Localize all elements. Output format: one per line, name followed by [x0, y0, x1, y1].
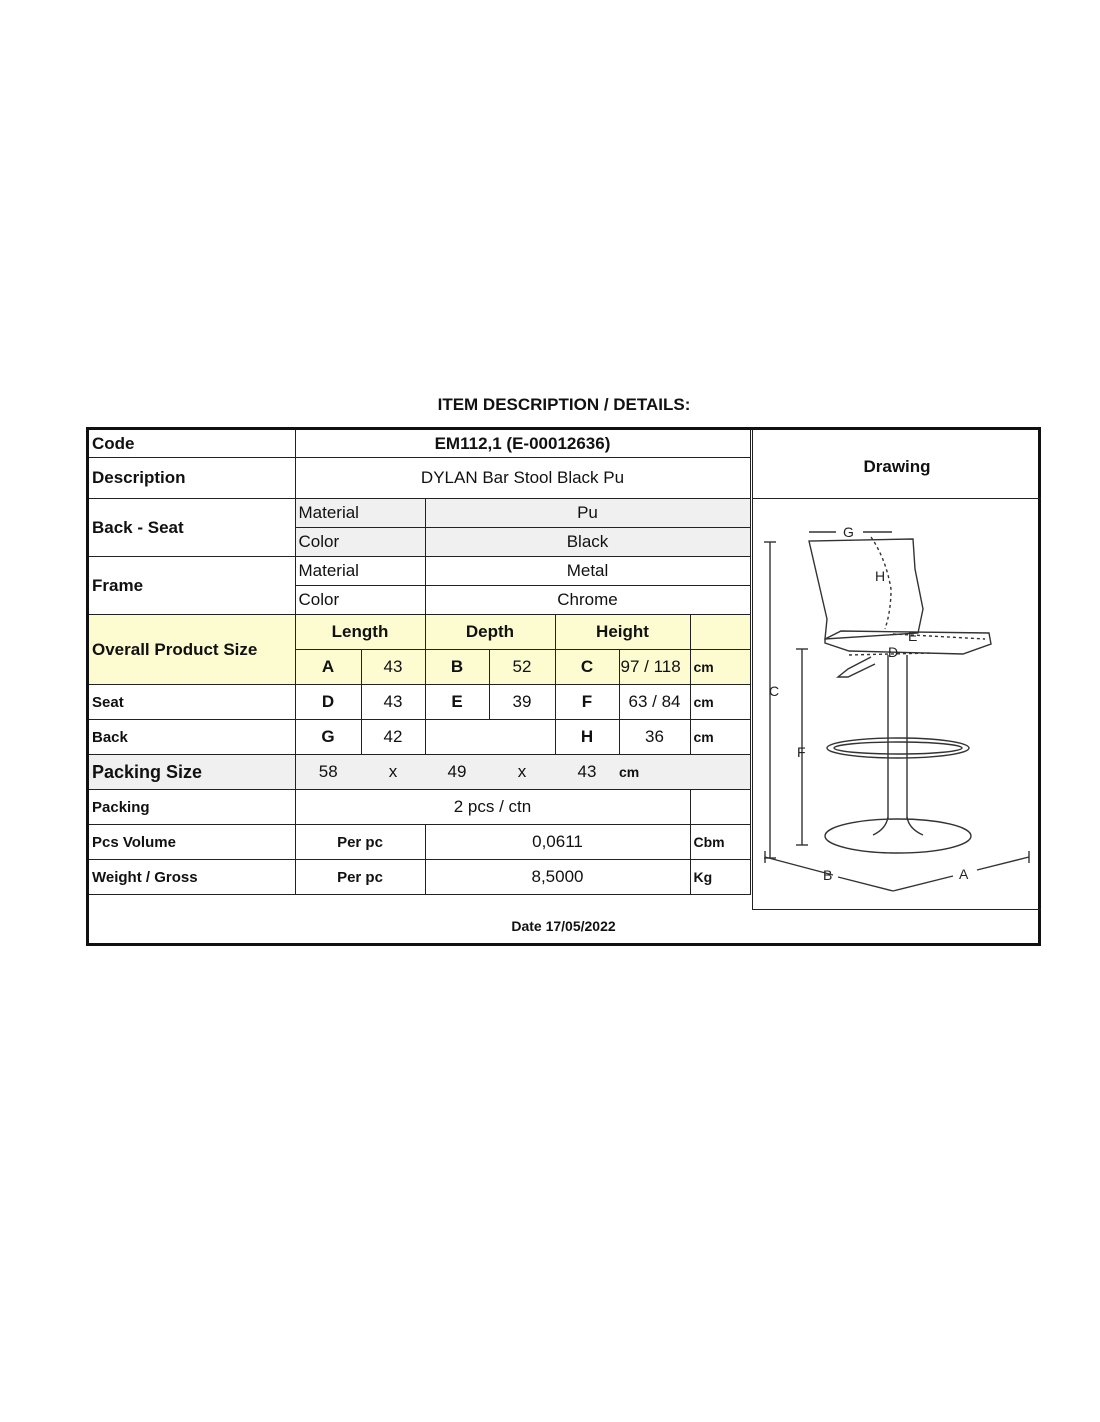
description-value: DYLAN Bar Stool Black Pu	[295, 458, 750, 499]
weight-label: Weight / Gross	[89, 860, 295, 895]
packing-size-unit: cm	[619, 755, 750, 790]
a-value: 43	[361, 650, 425, 685]
frame-material-label: Material	[295, 557, 425, 586]
h-key: H	[555, 720, 619, 755]
frame-material-row	[89, 557, 750, 586]
pcs-volume-unit: Cbm	[690, 825, 750, 860]
back-label: Back	[89, 720, 295, 755]
weight-per: Per pc	[295, 860, 425, 895]
a-key: A	[295, 650, 361, 685]
dim-g-letter: G	[843, 524, 854, 540]
packing-blank	[690, 790, 750, 825]
back-seat-label: Back - Seat	[89, 499, 295, 557]
g-key: G	[295, 720, 361, 755]
e-key: E	[425, 685, 489, 720]
depth-header: Depth	[425, 615, 555, 650]
sheet-title	[0, 395, 1100, 415]
f-key: F	[555, 685, 619, 720]
e-value: 39	[489, 685, 555, 720]
weight-unit: Kg	[690, 860, 750, 895]
length-header: Length	[295, 615, 425, 650]
pcs-volume-value: 0,0611	[425, 825, 690, 860]
packing-width: 49	[425, 755, 489, 790]
date-footer: Date 17/05/2022	[511, 918, 616, 934]
g-value: 42	[361, 720, 425, 755]
packing-x2: x	[489, 755, 555, 790]
back-seat-color-label: Color	[295, 528, 425, 557]
dim-f-letter: F	[797, 744, 806, 760]
back-row	[89, 720, 750, 755]
dim-d-letter: D	[888, 644, 899, 660]
packing-size-label: Packing Size	[89, 755, 295, 790]
c-key: C	[555, 650, 619, 685]
overall-header-blank	[690, 615, 750, 650]
description-label: Description	[89, 458, 295, 499]
dim-a-letter: A	[959, 866, 969, 882]
packing-value: 2 pcs / ctn	[295, 790, 690, 825]
overall-size-label: Overall Product Size	[89, 615, 295, 685]
overall-unit: cm	[690, 650, 750, 685]
sheet-title-text: ITEM DESCRIPTION / DETAILS:	[437, 395, 691, 414]
back-unit: cm	[690, 720, 750, 755]
frame-color-label: Color	[295, 586, 425, 615]
overall-header-row	[89, 615, 750, 650]
d-key: D	[295, 685, 361, 720]
packing-size-row	[89, 755, 750, 790]
code-row	[89, 430, 750, 458]
frame-material-value: Metal	[425, 557, 750, 586]
packing-height: 43	[555, 755, 619, 790]
seat-row	[89, 685, 750, 720]
back-seat-color-value: Black	[425, 528, 750, 557]
pcs-volume-row	[89, 825, 750, 860]
weight-value: 8,5000	[425, 860, 690, 895]
weight-row	[89, 860, 750, 895]
h-value: 36	[619, 720, 690, 755]
drawing-area	[752, 499, 1041, 910]
pcs-volume-per: Per pc	[295, 825, 425, 860]
frame-label: Frame	[89, 557, 295, 615]
description-row	[89, 458, 750, 499]
spec-sheet	[86, 427, 1041, 946]
back-seat-material-value: Pu	[425, 499, 750, 528]
frame-color-value: Chrome	[425, 586, 750, 615]
drawing-header: Drawing	[752, 430, 1041, 499]
height-header: Height	[555, 615, 690, 650]
spec-table	[89, 430, 751, 895]
f-value: 63 / 84	[619, 685, 690, 720]
dim-e-letter: E	[908, 628, 918, 644]
packing-x1: x	[361, 755, 425, 790]
pcs-volume-label: Pcs Volume	[89, 825, 295, 860]
dim-c-letter: C	[769, 683, 780, 699]
packing-label: Packing	[89, 790, 295, 825]
back-blank	[425, 720, 555, 755]
back-seat-material-row	[89, 499, 750, 528]
seat-label: Seat	[89, 685, 295, 720]
b-value: 52	[489, 650, 555, 685]
seat-unit: cm	[690, 685, 750, 720]
code-value: EM112,1 (E-00012636)	[295, 430, 750, 458]
d-value: 43	[361, 685, 425, 720]
code-label: Code	[89, 430, 295, 458]
dim-b-letter: B	[823, 867, 833, 883]
dim-h-letter: H	[875, 568, 886, 584]
b-key: B	[425, 650, 489, 685]
packing-length: 58	[295, 755, 361, 790]
back-seat-material-label: Material	[295, 499, 425, 528]
packing-row	[89, 790, 750, 825]
c-value: 97 / 118	[619, 650, 690, 685]
bar-stool-drawing	[753, 499, 1040, 908]
